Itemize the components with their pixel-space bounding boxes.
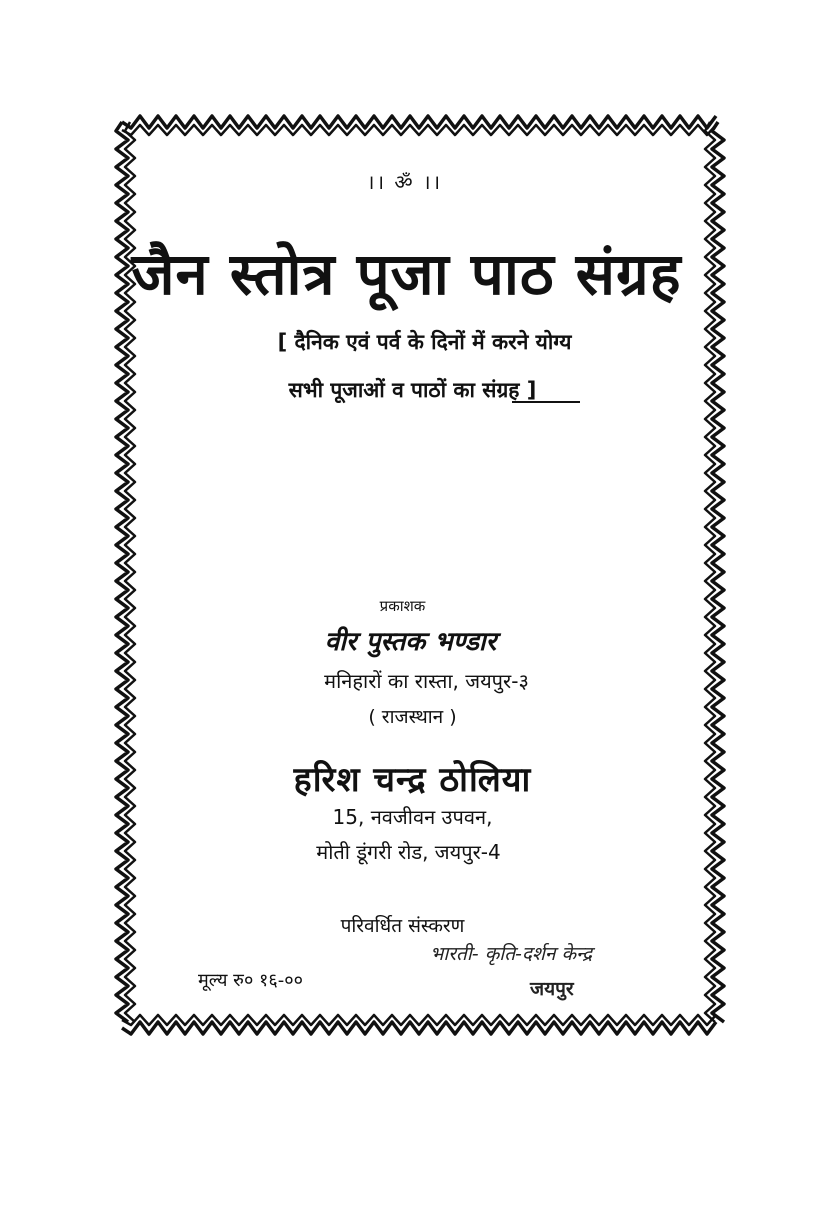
author-address-line-2: मोती डूंगरी रोड, जयपुर-4	[316, 840, 501, 864]
author-name: हरिश चन्द्र ठोलिया	[293, 760, 532, 800]
handwritten-stamp-line-1: भारती- कृति-दर्शन केन्द्र	[430, 943, 593, 965]
book-title: जैन स्तोत्र पूजा पाठ संग्रह	[131, 240, 682, 308]
om-symbol: ।। ॐ ।।	[366, 170, 443, 194]
edition-label: परिवर्धित संस्करण	[340, 915, 465, 937]
subtitle-line-2: सभी पूजाओं व पाठों का संग्रह ]	[288, 378, 537, 402]
subtitle-line-1: [ दैनिक एवं पर्व के दिनों में करने योग्य	[277, 330, 572, 354]
price-label: मूल्य रु० १६-००	[198, 970, 303, 991]
publisher-label: प्रकाशक	[379, 597, 426, 615]
publisher-address: मनिहारों का रास्ता, जयपुर-३	[324, 669, 529, 693]
author-address-line-1: 15, नवजीवन उपवन,	[332, 805, 493, 829]
publisher-name: वीर पुस्तक भण्डार	[324, 627, 497, 657]
publisher-state: ( राजस्थान )	[368, 706, 457, 728]
handwritten-stamp-line-2: जयपुर	[530, 978, 574, 1000]
